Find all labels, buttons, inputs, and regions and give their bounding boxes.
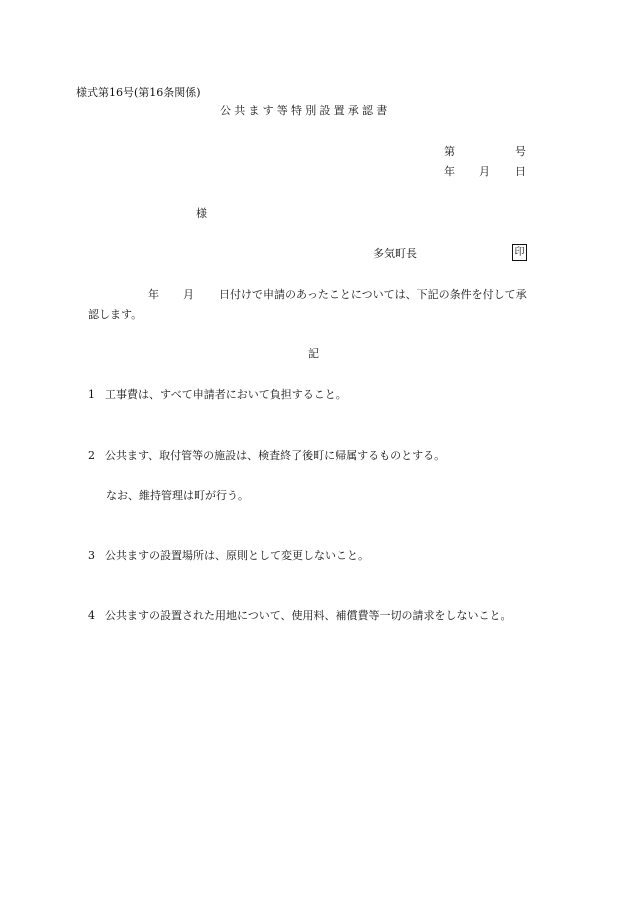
- body-year-label: 年: [148, 288, 159, 301]
- ki-heading: 記: [308, 347, 319, 360]
- date-year-label: 年: [444, 165, 455, 178]
- condition-item: [88, 550, 369, 561]
- date-day-label: 日: [515, 165, 526, 178]
- condition-number: 3: [88, 549, 95, 562]
- addressee-honorific: 様: [196, 207, 207, 220]
- condition-text: 公共ます、取付管等の施設は、検査終了後町に帰属するものとする。: [105, 449, 446, 462]
- date-month-label: 月: [479, 165, 490, 178]
- form-number: 様式第16号(第16条関係): [76, 86, 201, 99]
- body-month-label: 月: [183, 288, 194, 301]
- condition-item: [88, 450, 445, 461]
- condition-text: 公共ますの設置された用地について、使用料、補償費等一切の請求をしないこと。: [105, 609, 512, 622]
- condition-note: なお、維持管理は町が行う。: [106, 489, 249, 502]
- document-title: 公共ます等特別設置承認書: [220, 104, 391, 117]
- body-text-line1: 日付けで申請のあったことについては、下記の条件を付して承: [219, 288, 527, 301]
- condition-number: 4: [88, 609, 95, 622]
- seal-mark: 印: [512, 244, 527, 261]
- document-number-prefix: 第: [444, 145, 455, 158]
- condition-text: 公共ますの設置場所は、原則として変更しないこと。: [105, 549, 369, 562]
- condition-item: [88, 389, 347, 400]
- condition-item: [88, 610, 512, 621]
- body-text-line2: 認します。: [88, 308, 143, 321]
- document-number-suffix: 号: [515, 145, 526, 158]
- condition-number: 1: [88, 388, 95, 401]
- condition-number: 2: [88, 449, 95, 462]
- issuer-name: 多気町長: [373, 247, 417, 260]
- condition-text: 工事費は、すべて申請者において負担すること。: [105, 388, 347, 401]
